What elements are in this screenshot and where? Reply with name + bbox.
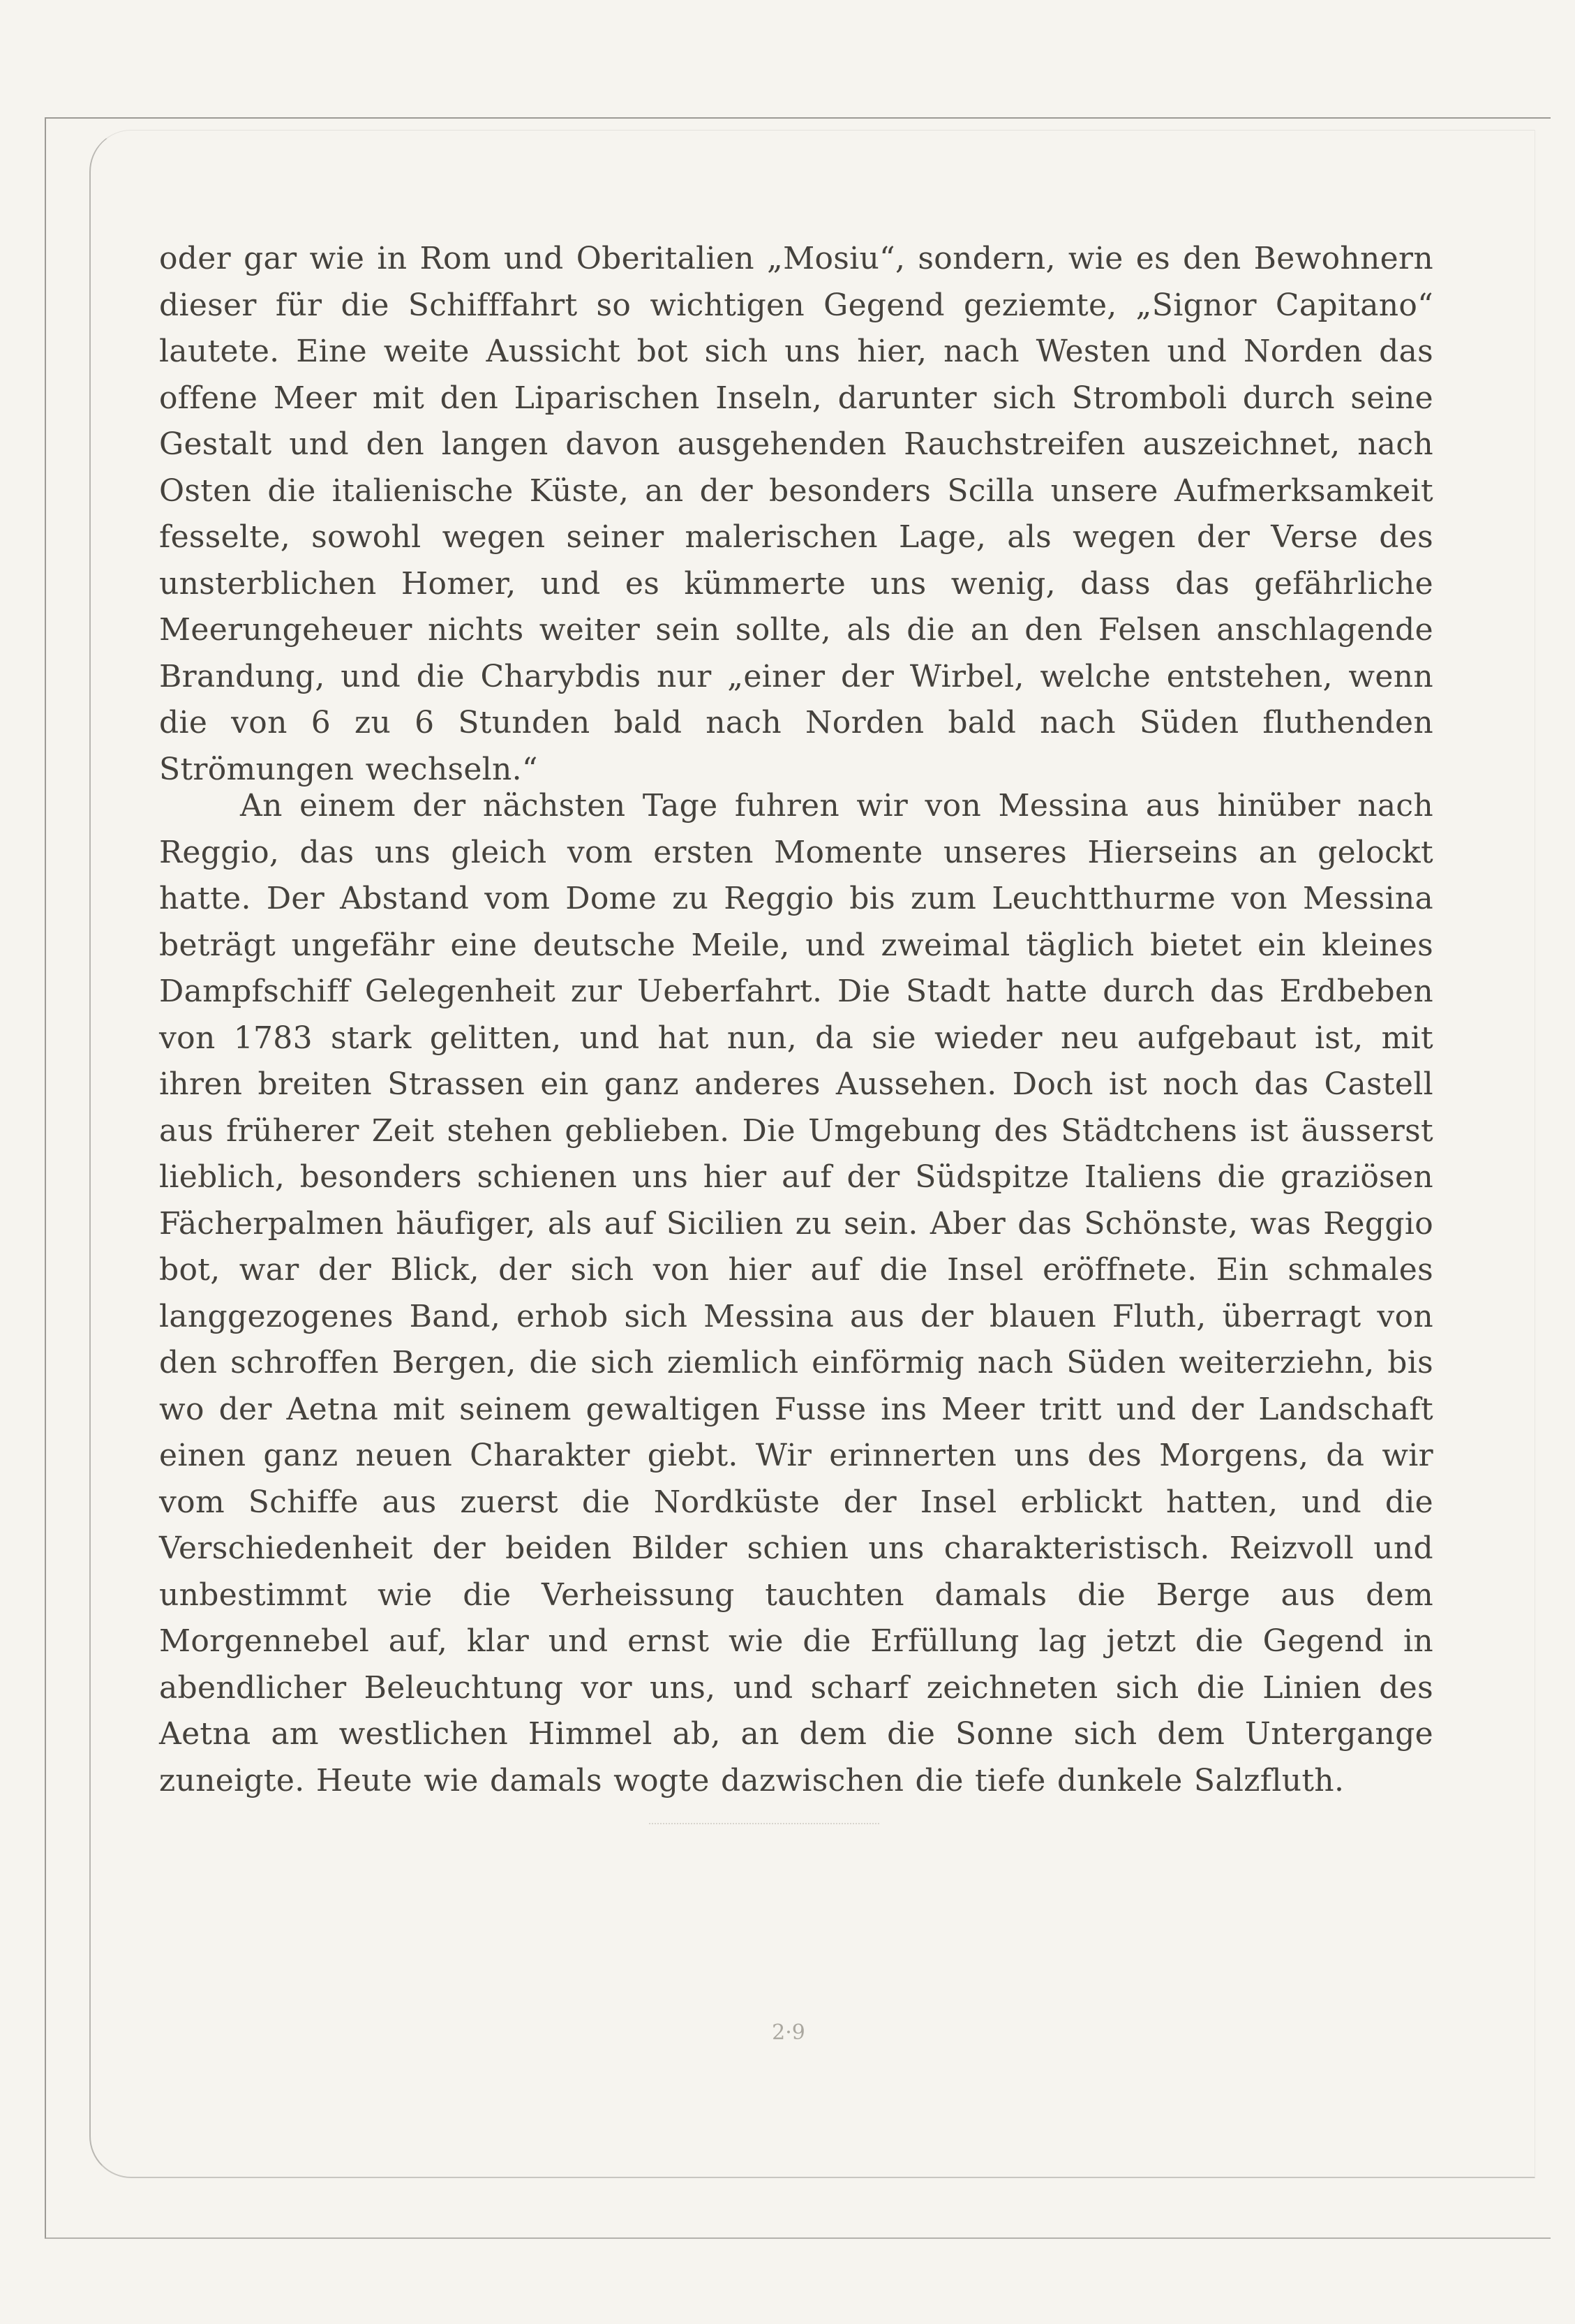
paragraph-2: An einem der nächsten Tage fuhren wir von Messina aus hinüber nach Reggio, das uns gleich vom ersten Momente unseres Hierseins an gelockt hatte. Der Abstand vom Dome zu Reggio bis zum Leuchtthurme von Messina beträgt ungefähr eine deutsche Meile, und zweimal täglich bietet ein kleines Dampfschiff Gelegenheit zur Ueberfahrt. Die Stadt hatte durch das Erdbeben von 1783 stark gelitten, und hat nun, da sie wieder neu aufgebaut ist, mit ihren breiten Strassen ein ganz anderes Aussehen. Doch ist noch das Castell aus früherer Zeit stehen geblieben. Die Umgebung des Städtchens ist äusserst lieblich, besonders schienen uns hier auf der Südspitze Italiens die graziösen Fächerpalmen häufiger, als auf Sicilien zu sein. Aber das Schönste, was Reggio bot, war der Blick, der sich von hier auf die Insel eröffnete. Ein schmales langgezogenes Band, erhob sich Messina aus der blauen Fluth, überragt von den schroffen Bergen, die sich ziemlich einförmig nach Süden weiterziehn, bis wo der Aetna mit seinem gewaltigen Fusse ins Meer tritt und der Landschaft einen ganz neuen Charakter giebt. Wir erinnerten uns des Morgens, da wir vom Schiffe aus zuerst die Nordküste der Insel erblickt hatten, und die Verschiedenheit der beiden Bilder schien uns charakteristisch. Reizvoll und unbestimmt wie die Verheissung tauchten damals die Berge aus dem Morgennebel auf, klar und ernst wie die Erfüllung lag jetzt die Gegend in abendlicher Beleuchtung vor uns, und scharf zeichneten sich die Linien des Aetna am westlichen Himmel ab, an dem die Sonne sich dem Untergange zuneigte. Heute wie damals wogte dazwischen die tiefe dunkele Salzfluth. bbox=[159, 788, 1433, 1798]
section-separator bbox=[649, 1823, 879, 1826]
paragraph-1: oder gar wie in Rom und Oberitalien „Mosiu“, sondern, wie es den Bewohnern dieser für die Schifffahrt so wichtigen Gegend geziemte, „Signor Capitano“ lautete. Eine weite Aussicht bot sich uns hier, nach Westen und Norden das offene Meer mit den Liparischen Inseln, darunter sich Stromboli durch seine Gestalt und den langen davon ausgehenden Rauchstreifen auszeichnet, nach Osten die italienische Küste, an der besonders Scilla unsere Aufmerksamkeit fesselte, sowohl wegen seiner malerischen Lage, als wegen der Verse des unsterblichen Homer, und es kümmerte uns wenig, dass das gefährliche Meerungeheuer nichts weiter sein sollte, als die an den Felsen anschlagende Brandung, und die Charybdis nur „einer der Wirbel, welche entstehen, wenn die von 6 zu 6 Stunden bald nach Norden bald nach Süden fluthenden Strömungen wechseln.“ bbox=[159, 241, 1433, 787]
page-number: 2·9 bbox=[772, 2020, 805, 2045]
